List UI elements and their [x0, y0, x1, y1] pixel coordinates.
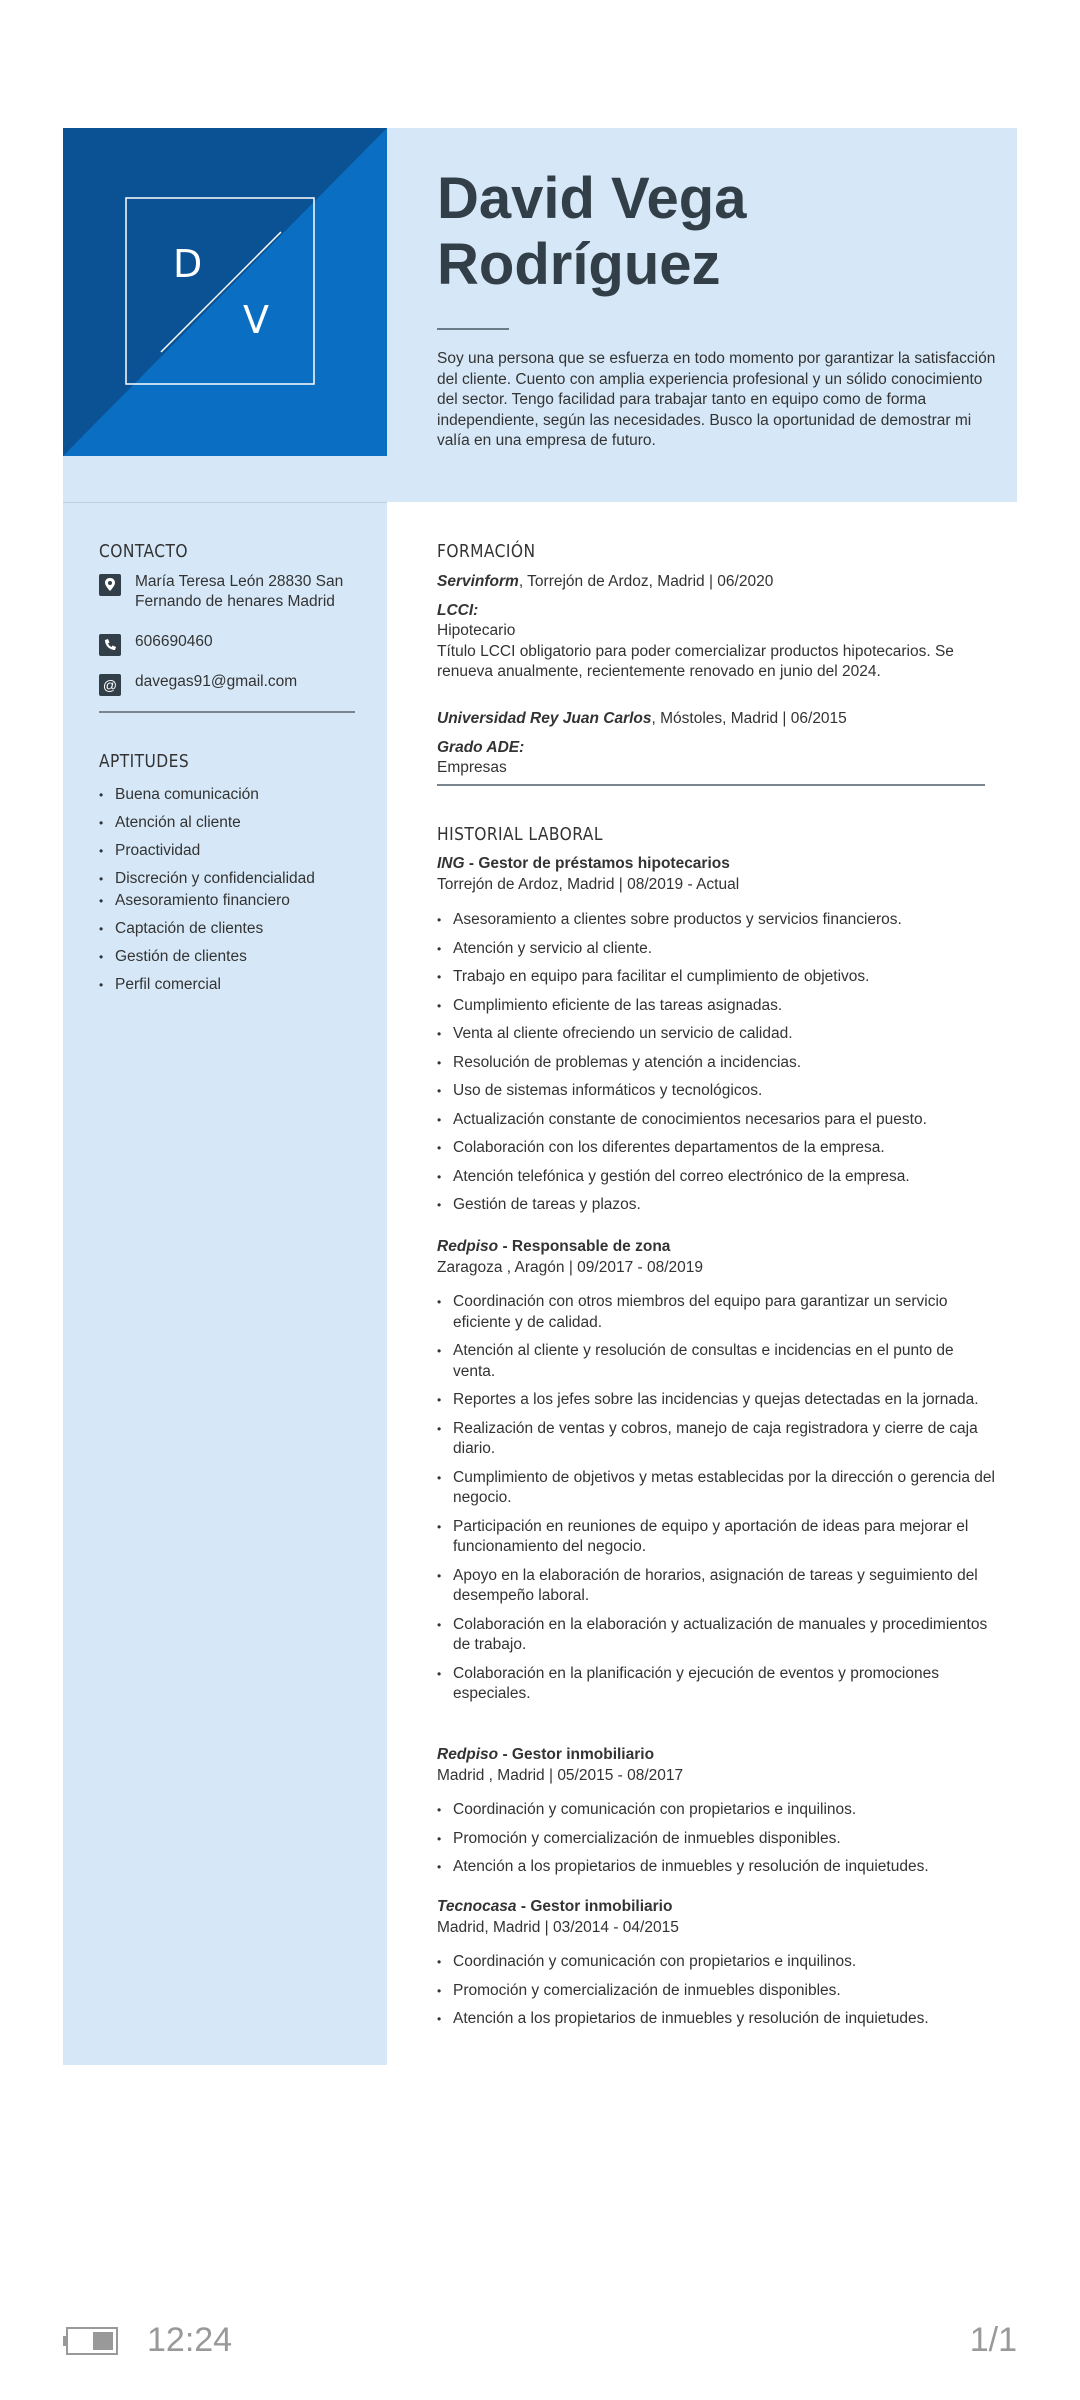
duty-item: • Atención al cliente y resolución de consultas e incidencias en el punto de venta.: [437, 1341, 997, 1382]
education-divider: [437, 784, 985, 786]
duty-item: • Atención a los propietarios de inmuebles y resolución de inquietudes.: [437, 2009, 997, 2030]
education-desc: Título LCCI obligatorio para poder comercializar productos hipotecarios. Se renueva anualmente, recientemente renovado en junio del 2024.: [437, 642, 954, 680]
resume-header: [63, 128, 1017, 502]
duty-item: • Asesoramiento a clientes sobre productos y servicios financieros.: [437, 910, 997, 931]
clock: 12:24: [147, 2321, 233, 2359]
education-place: , Torrejón de Ardoz, Madrid | 06/2020: [518, 573, 774, 590]
skill-item: • Gestión de clientes: [99, 947, 369, 967]
name-line-first: David Vega: [437, 166, 747, 231]
education-place: , Móstoles, Madrid | 06/2015: [651, 710, 847, 727]
contact-phone: [99, 632, 369, 656]
duty-item: • Reportes a los jefes sobre las incidencias y quejas detectadas en la jornada.: [437, 1390, 997, 1411]
education-org-line: [437, 572, 997, 593]
education-org: Universidad Rey Juan Carlos: [437, 710, 652, 727]
skill-item: • Perfil comercial: [99, 975, 369, 995]
resume-page: [63, 128, 1017, 2065]
duty-item: • Cumplimiento eficiente de las tareas asignadas.: [437, 996, 997, 1017]
job-place: Madrid , Madrid | 05/2015 - 08/2017: [437, 1766, 684, 1784]
job-header: [437, 854, 997, 895]
duty-item: • Colaboración en la planificación y ejecución de eventos y promociones especiales.: [437, 1664, 997, 1705]
duty-item: • Promoción y comercialización de inmuebles disponibles.: [437, 1981, 997, 2002]
duty-item: • Promoción y comercialización de inmuebles disponibles.: [437, 1829, 997, 1850]
job-role: - Gestor de préstamos hipotecarios: [464, 855, 730, 872]
job-place: Torrejón de Ardoz, Madrid | 08/2019 - Actual: [437, 875, 740, 893]
duty-item: • Participación en reuniones de equipo y aportación de ideas para mejorar el funcionamiento del negocio.: [437, 1517, 997, 1558]
initial-first: D: [173, 242, 203, 286]
skill-item: • Proactividad: [99, 841, 369, 861]
education-degree: Grado ADE: [437, 738, 520, 756]
duty-item: • Resolución de problemas y atención a incidencias.: [437, 1053, 997, 1074]
job-title-line: [437, 1745, 997, 1766]
contact-phone-text[interactable]: 606690460: [135, 633, 213, 650]
sidebar-divider: [63, 502, 387, 503]
initial-last: V: [243, 298, 269, 342]
job-company: Redpiso: [437, 1746, 499, 1763]
name-divider: [437, 328, 509, 330]
profile-summary: Soy una persona que se esfuerza en todo momento por garantizar la satisfacción del cliente. Cuento con amplia experiencia profesional y un sólido conocimiento del sector. Tengo facilidad para trabajar tanto en equipo como de forma independiente, según las necesidades. Busco la oportunidad de demostrar mi valía en una empresa de futuro.: [437, 350, 996, 449]
page-indicator[interactable]: 1/1: [969, 2321, 1017, 2359]
skill-item: • Atención al cliente: [99, 813, 369, 833]
monogram-graphic: [63, 128, 387, 456]
education-org: Servinform: [437, 573, 519, 590]
duty-item: • Gestión de tareas y plazos.: [437, 1195, 997, 1216]
duty-item: • Atención y servicio al cliente.: [437, 939, 997, 960]
monogram-block: [63, 128, 387, 456]
job-header: [437, 1745, 997, 1786]
duty-item: • Atención a los propietarios de inmuebles y resolución de inquietudes.: [437, 1857, 997, 1878]
duty-item: • Venta al cliente ofreciendo un servicio de calidad.: [437, 1024, 997, 1045]
location-pin-icon: [99, 574, 121, 596]
candidate-name: [437, 166, 997, 298]
education-field: Hipotecario: [437, 622, 516, 639]
battery-icon: [63, 2327, 119, 2355]
job-role: - Gestor inmobiliario: [498, 1746, 655, 1763]
education-field: Empresas: [437, 759, 507, 776]
skill-item: • Captación de clientes: [99, 919, 369, 939]
education-degree-line: Grado ADE:: [437, 738, 525, 756]
phone-icon: [99, 634, 121, 656]
duty-item: • Actualización constante de conocimientos necesarios para el puesto.: [437, 1110, 997, 1131]
contact-email: [99, 672, 369, 696]
skill-item: • Buena comunicación: [99, 785, 369, 805]
job-header: [437, 1897, 997, 1938]
job-duties: [437, 1800, 997, 1878]
reader-status-bar: [63, 2321, 1017, 2361]
skills-list: [99, 785, 369, 995]
duty-item: • Coordinación con otros miembros del equipo para garantizar un servicio eficiente y de calidad.: [437, 1292, 997, 1333]
duty-item: • Coordinación y comunicación con propietarios e inquilinos.: [437, 1952, 997, 1973]
job-title-line: [437, 1237, 997, 1258]
job-duties: [437, 1952, 997, 2030]
duty-item: • Realización de ventas y cobros, manejo de caja registradora y cierre de caja diario.: [437, 1419, 997, 1460]
job-title-line: [437, 1897, 997, 1918]
job-company: ING: [437, 855, 465, 872]
job-header: [437, 1237, 997, 1278]
contact-title: CONTACTO: [99, 541, 189, 562]
education-title: FORMACIÓN: [437, 541, 536, 562]
experience-title: HISTORIAL LABORAL: [437, 824, 603, 845]
education-entry: [437, 709, 997, 779]
duty-item: • Atención telefónica y gestión del correo electrónico de la empresa.: [437, 1167, 997, 1188]
duty-item: • Colaboración con los diferentes departamentos de la empresa.: [437, 1138, 997, 1159]
contact-address-text: María Teresa León 28830 San Fernando de henares Madrid: [135, 573, 344, 610]
education-degree: LCCI: [437, 601, 474, 619]
duty-item: • Cumplimiento de objetivos y metas establecidas por la dirección o gerencia del negocio.: [437, 1468, 997, 1509]
skills-title: APTITUDES: [99, 751, 190, 772]
skill-item: • Discreción y confidencialidad: [99, 869, 369, 889]
job-place: Madrid, Madrid | 03/2014 - 04/2015: [437, 1918, 679, 1936]
duty-item: • Uso de sistemas informáticos y tecnológicos.: [437, 1081, 997, 1102]
education-org-line: [437, 709, 997, 730]
skill-item: • Asesoramiento financiero: [99, 891, 369, 911]
contact-address: [99, 572, 369, 614]
education-entry: [437, 572, 997, 683]
duty-item: • Coordinación y comunicación con propietarios e inquilinos.: [437, 1800, 997, 1821]
contact-divider: [99, 711, 355, 713]
email-icon: @: [99, 674, 121, 696]
contact-email-text[interactable]: davegas91@gmail.com: [135, 673, 298, 690]
duty-item: • Apoyo en la elaboración de horarios, asignación de tareas y seguimiento del desempeño laboral.: [437, 1566, 997, 1607]
education-degree-line: LCCI:: [437, 601, 479, 619]
name-line-last: Rodríguez: [437, 232, 721, 297]
job-role: - Responsable de zona: [498, 1238, 671, 1255]
job-duties: [437, 1292, 997, 1705]
job-company: Redpiso: [437, 1238, 499, 1255]
job-duties: [437, 910, 997, 1216]
duty-item: • Trabajo en equipo para facilitar el cumplimiento de objetivos.: [437, 967, 997, 988]
sidebar: [63, 502, 387, 2065]
job-company: Tecnocasa: [437, 1898, 517, 1915]
job-place: Zaragoza , Aragón | 09/2017 - 08/2019: [437, 1258, 703, 1276]
job-role: - Gestor inmobiliario: [516, 1898, 673, 1915]
duty-item: • Colaboración en la elaboración y actualización de manuales y procedimientos de trabajo.: [437, 1615, 997, 1656]
job-title-line: [437, 854, 997, 875]
